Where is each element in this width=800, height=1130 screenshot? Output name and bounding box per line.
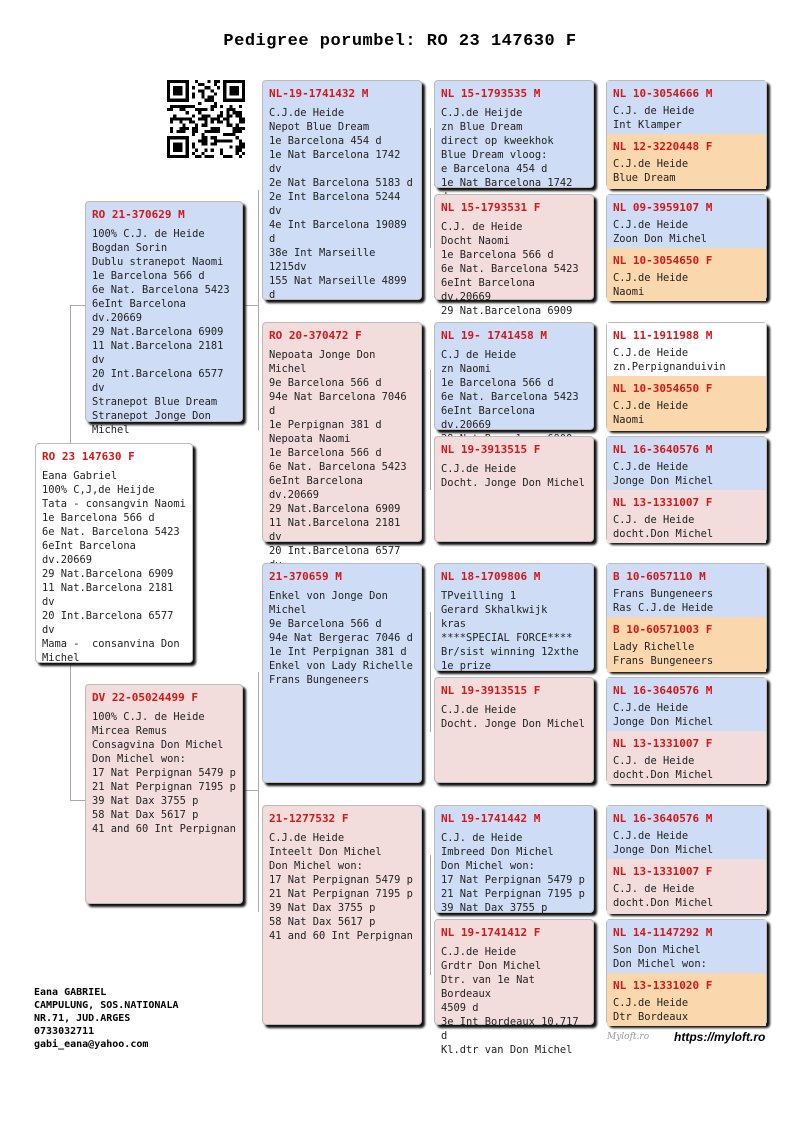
website-link[interactable]: https://myloft.ro	[674, 1030, 766, 1044]
gen3-card	[434, 563, 594, 671]
ring-number: NL 15-1793531 F	[441, 201, 541, 214]
pigeon-details: Son Don Michel Don Michel won:	[613, 944, 707, 970]
ring-number: NL 13-1331020 F	[613, 979, 713, 992]
ring-number: NL 13-1331007 F	[613, 496, 713, 509]
pigeon-details: C.J. de Heide Docht Naomi 1e Barcelona 566 d 6e Nat. Barcelona 5423 6eInt Barcelona dv.20669 29 Nat.Barcelona 6909	[441, 221, 579, 317]
ring-number: NL 13-1331007 F	[613, 737, 713, 750]
ring-number: B 10-6057110 M	[613, 570, 706, 583]
pigeon-details: 100% C.J. de Heide Bogdan Sorin Dublu stranepot Naomi 1e Barcelona 566 d 6e Nat. Barcelona 5423 6eInt Barcelona dv.20669 29 Nat.Barcelona 6909 11 Nat.Barcelona 2181 dv 20 Int.Barcelona 6577 dv Stranepot Blue Dream Stranepot Jonge Don Michel	[92, 228, 230, 436]
ring-number: NL 19-3913515 F	[441, 443, 541, 456]
owner-info	[34, 986, 179, 1051]
pigeon-details: C.J. de Heide docht.Don Michel	[613, 514, 714, 540]
granddam-paternal-card	[262, 322, 422, 557]
pigeon-details: C.J.de Heide Jonge Don Michel	[613, 702, 714, 728]
pigeon-details: C.J.de Heide Jonge Don Michel	[613, 830, 714, 856]
qr-code-icon	[167, 80, 245, 158]
pigeon-details: C.J.de Heide Docht. Jonge Don Michel	[441, 704, 585, 730]
ring-number: RO 23 147630 F	[42, 450, 135, 463]
gen4-pair-card	[606, 919, 767, 1025]
ring-number: NL 16-3640576 M	[613, 812, 713, 825]
gen4-female	[607, 376, 766, 431]
page-title: Pedigree porumbel: RO 23 147630 F	[223, 32, 577, 51]
connector	[430, 855, 431, 975]
ring-number: NL 12-3220448 F	[613, 140, 713, 153]
signature: Myloft.ro	[607, 1032, 650, 1042]
gen3-card	[434, 194, 594, 317]
dam-card	[85, 684, 243, 904]
connector	[258, 672, 259, 912]
gen4-pair-card	[606, 194, 767, 300]
gen4-female	[607, 617, 766, 672]
ring-number: NL 19- 1741458 M	[441, 329, 547, 342]
connector	[244, 305, 258, 306]
owner-phone: 0733032711	[34, 1026, 95, 1037]
gen3-card	[434, 919, 594, 1056]
ring-number: NL 10-3054650 F	[613, 254, 713, 267]
grandsire-paternal-card	[262, 80, 422, 300]
gen3-card	[434, 677, 594, 783]
ring-number: NL-19-1741432 M	[269, 87, 369, 100]
gen4-pair-card	[606, 322, 767, 430]
pigeon-details: TPveilling 1 Gerard Skhalkwijk kras ****SPECIAL FORCE**** Br/sist winning 12xthe 1e prize	[441, 590, 579, 672]
pigeon-details: C.J.de Heide Grdtr Don Michel Dtr. van 1e Nat Bordeaux 4509 d 3e Int Bordeaux 10.717 d Kl.dtr van Don Michel	[441, 946, 579, 1056]
ring-number: RO 20-370472 F	[269, 329, 362, 342]
pigeon-details: C.J.de Heide Naomi	[613, 272, 689, 298]
connector	[430, 128, 431, 248]
gen4-pair-card	[606, 80, 767, 188]
gen4-male	[607, 323, 766, 376]
gen4-female	[607, 973, 766, 1026]
gen3-card	[434, 805, 594, 913]
granddam-maternal-card	[262, 805, 422, 1025]
pigeon-details: C.J.de Heide Dtr Bordeaux	[613, 997, 689, 1023]
connector	[430, 612, 431, 732]
owner-name: Eana GABRIEL	[34, 987, 107, 998]
ring-number: NL 16-3640576 M	[613, 443, 713, 456]
pigeon-details: C.J.de Heijde zn Blue Dream direct op kweekhok Blue Dream vloog: e Barcelona 454 d 1e Nat Barcelona 1742	[441, 107, 573, 189]
gen4-pair-card	[606, 563, 767, 671]
pigeon-details: C.J.de Heide zn.Perpignanduivin	[613, 347, 726, 373]
ring-number: NL 16-3640576 M	[613, 684, 713, 697]
gen4-male	[607, 81, 766, 134]
gen4-male	[607, 806, 766, 859]
ring-number: NL 10-3054666 M	[613, 87, 713, 100]
gen4-female	[607, 248, 766, 301]
gen4-male	[607, 195, 766, 248]
ring-number: NL 10-3054650 F	[613, 382, 713, 395]
pigeon-details: C.J.de Heide Nepot Blue Dream 1e Barcelona 454 d 1e Nat Barcelona 1742 dv 2e Nat Barcelona 5183 d 2e Int Barcelona 5244 dv 4e Int Barcelona 19089 d 38e Int Marseille 1215dv 155 Nat Marseille 4899 d	[269, 107, 413, 301]
pigeon-details: C.J. de Heide docht.Don Michel	[613, 755, 714, 781]
pigeon-details: C.J. de Heide docht.Don Michel	[613, 883, 714, 909]
ring-number: NL 19-3913515 F	[441, 684, 541, 697]
gen4-female	[607, 134, 766, 189]
connector	[70, 800, 86, 801]
pigeon-details: C.J.de Heide Naomi	[613, 400, 689, 426]
pigeon-details: C.J.de Heide Jonge Don Michel	[613, 461, 714, 487]
ring-number: NL 13-1331007 F	[613, 865, 713, 878]
owner-address: CAMPULUNG, SOS.NATIONALA	[34, 1000, 179, 1011]
pigeon-details: Lady Richelle Frans Bungeneers	[613, 641, 714, 667]
pigeon-details: C.J.de Heide Inteelt Don Michel Don Michel won: 17 Nat Perpignan 5479 p 21 Nat Perpignan 7195 p 39 Nat Dax 3755 p 58 Nat Dax 5617 p 41 and 60 Int Perpignan	[269, 832, 413, 942]
ring-number: RO 21-370629 M	[92, 208, 185, 221]
gen4-pair-card	[606, 436, 767, 542]
ring-number: NL 18-1709806 M	[441, 570, 541, 583]
owner-email[interactable]: gabi_eana@yahoo.com	[34, 1039, 149, 1050]
connector	[70, 305, 86, 306]
gen4-pair-card	[606, 677, 767, 783]
pigeon-details: C.J. de Heide Int Klamper	[613, 105, 695, 131]
sire-card	[85, 201, 243, 436]
subject-pigeon-card	[35, 443, 193, 663]
gen4-male	[607, 437, 766, 490]
pigeon-details: C.J.de Heide Docht. Jonge Don Michel	[441, 463, 585, 489]
ring-number: 21-370659 M	[269, 570, 342, 583]
ring-number: DV 22-05024499 F	[92, 691, 198, 704]
pigeon-details: 100% C.J. de Heide Mircea Remus Consagvina Don Michel Don Michel won: 17 Nat Perpignan 5479 p 21 Nat Perpignan 7195 p 39 Nat Dax 3755 p 58 Nat Dax 5617 p 41 and 60 Int Perpignan	[92, 711, 236, 835]
connector	[244, 790, 258, 791]
pigeon-details: Frans Bungeneers Ras C.J.de Heide	[613, 588, 714, 614]
pigeon-details: Enkel von Jonge Don Michel 9e Barcelona 566 d 94e Nat Bergerac 7046 d 1e Int Perpignan 381 d Enkel von Lady Richelle Frans Bungeneers	[269, 590, 413, 686]
gen3-card	[434, 80, 594, 188]
ring-number: NL 19-1741412 F	[441, 926, 541, 939]
gen3-card	[434, 322, 594, 430]
connector	[430, 370, 431, 490]
gen4-male	[607, 564, 766, 617]
ring-number: B 10-60571003 F	[613, 623, 713, 636]
ring-number: NL 09-3959107 M	[613, 201, 713, 214]
pigeon-details: Eana Gabriel 100% C,J,de Heijde Tata - consangvin Naomi 1e Barcelona 566 d 6e Nat. Barcelona 5423 6eInt Barcelona dv.20669 29 Nat.Barcelona 6909 11 Nat.Barcelona 2181 dv 20 Int.Barcelona 6577 dv Mama - consanvina Don Michel	[42, 470, 186, 664]
ring-number: NL 19-1741442 M	[441, 812, 541, 825]
ring-number: NL 14-1147292 M	[613, 926, 713, 939]
ring-number: NL 15-1793535 M	[441, 87, 541, 100]
pigeon-details: C.J.de Heide Blue Dream	[613, 158, 689, 184]
gen4-female	[607, 859, 766, 914]
gen4-male	[607, 678, 766, 731]
gen4-pair-card	[606, 805, 767, 913]
pigeon-details: C.J de Heide zn Naomi 1e Barcelona 566 d 6e Nat. Barcelona 5423 6eInt Barcelona dv.20669	[441, 349, 579, 431]
connector	[258, 190, 259, 430]
gen4-female	[607, 490, 766, 543]
gen4-female	[607, 731, 766, 784]
pigeon-details: C.J. de Heide Imbreed Don Michel Don Michel won: 17 Nat Perpignan 5479 p 21 Nat Perpignan 7195 p 39 Nat Dax 3755 p	[441, 832, 585, 914]
grandsire-maternal-card	[262, 563, 422, 783]
pigeon-details: Nepoata Jonge Don Michel 9e Barcelona 566 d 94e Nat Barcelona 7046 d 1e Perpignan 381 d Nepoata Naomi 1e Barcelona 566 d 6e Nat. Barcelona 5423 6eInt Barcelona dv.20669 29 Nat.Barcelona 6909 11 Nat.Barcelona 2181 dv 20 Int.Barcelona 6577	[269, 349, 407, 557]
pigeon-details: C.J.de Heide Zoon Don Michel	[613, 219, 707, 245]
gen4-male	[607, 920, 766, 973]
ring-number: 21-1277532 F	[269, 812, 349, 825]
owner-address: NR.71, JUD.ARGES	[34, 1013, 131, 1024]
ring-number: NL 11-1911988 M	[613, 329, 713, 342]
gen3-card	[434, 436, 594, 542]
